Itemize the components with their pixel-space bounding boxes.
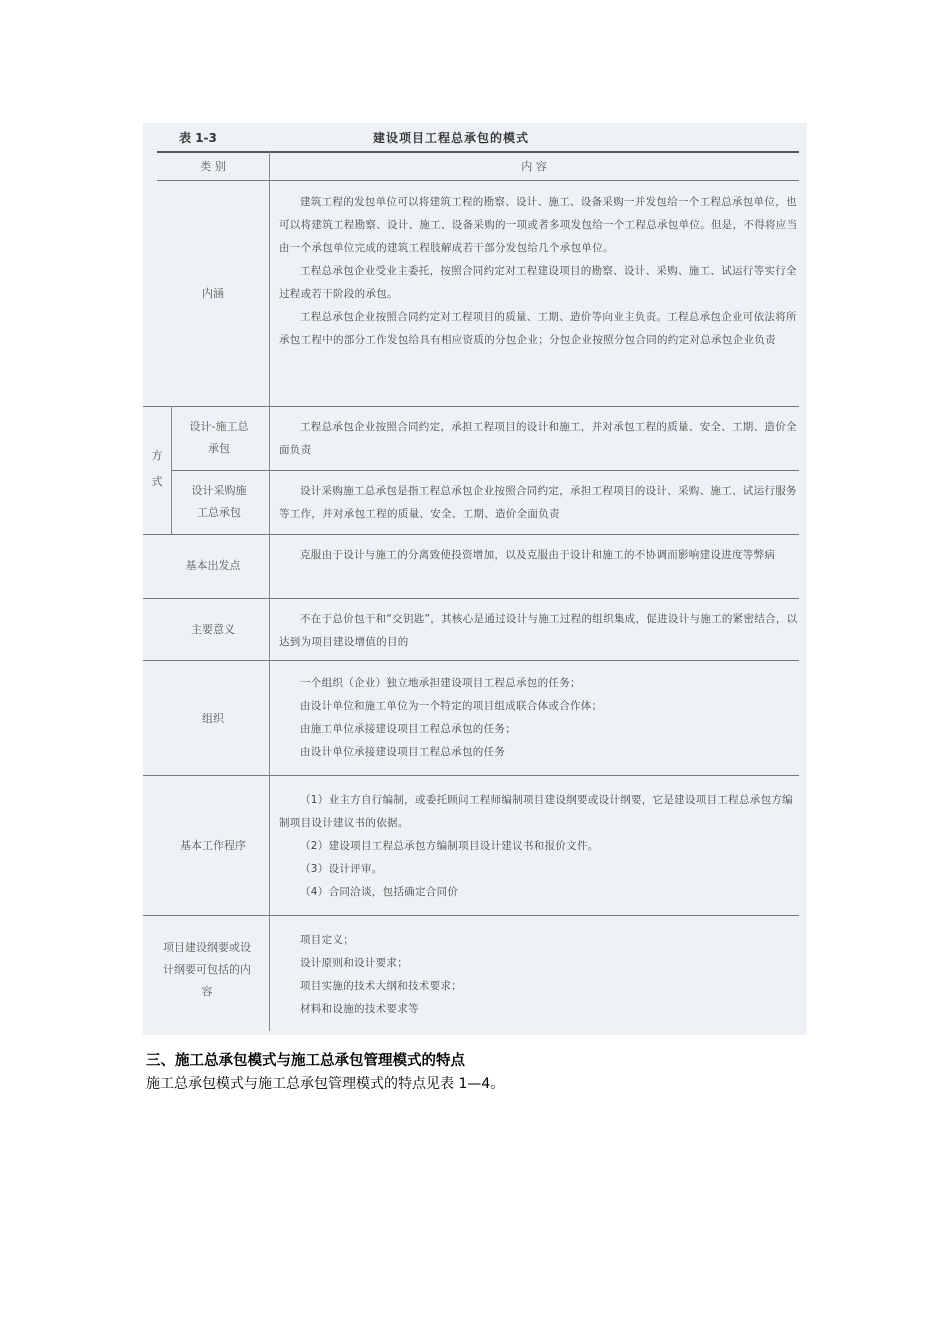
row-content-zuzhi	[279, 672, 799, 764]
row-label-neihan: 内涵	[202, 287, 224, 300]
gangyao-line-4: 材料和设施的技术要求等	[300, 1003, 419, 1015]
neihan-paragraph-3: 工程总承包企业按照合同约定对工程项目的质量、工期、造价等向业主负责。工程总承包企业可依法将所承包工程中的部分工作发包给具有相应资质的分包企业；分包企业按照分包合同的约定对总承包企业负责	[279, 311, 797, 346]
row-rule	[143, 915, 799, 916]
zuzhi-line-2: 由设计单位和施工单位为一个特定的项目组成联合体或合作体；	[300, 700, 603, 712]
column-rule	[171, 406, 172, 534]
row-label-zuzhi: 组织	[202, 712, 224, 725]
row-rule	[143, 598, 799, 599]
table-top-rule	[157, 151, 799, 153]
row-content-neihan	[279, 191, 799, 352]
neihan-paragraph-2: 工程总承包企业受业主委托，按照合同约定对工程建设项目的勘察、设计、采购、施工、试运行等实行全过程或若干阶段的承包。	[279, 265, 797, 300]
column-rule	[269, 151, 270, 1031]
row-label-chengxu: 基本工作程序	[180, 839, 246, 852]
gangyao-line-3: 项目实施的技术大纲和技术要求；	[300, 980, 462, 992]
neihan-paragraph-1: 建筑工程的发包单位可以将建筑工程的勘察、设计、施工、设备采购一并发包给一个工程总承包单位，也可以将建筑工程勘察、设计、施工、设备采购的一项或者多项发包给一个工程总承包单位。但是，不得将应当由一个承包单位完成的建筑工程肢解成若干部分发包给几个承包单位。	[279, 196, 798, 254]
zuzhi-line-3: 由施工单位承接建设项目工程总承包的任务；	[300, 723, 516, 735]
sub-label-epc: 设计采购施工总承包	[191, 484, 247, 519]
epc-text: 设计采购施工总承包是指工程总承包企业按照合同约定，承担工程项目的设计、采购、施工、试运行服务等工作，并对承包工程的质量、安全、工期、造价全面负责	[279, 485, 797, 520]
row-label-yiyi: 主要意义	[191, 623, 235, 636]
sub-content-epc	[279, 480, 799, 526]
chengxu-item-4: （4）合同洽谈，包括确定合同价	[300, 886, 459, 898]
row-label-fangshi: 方式	[151, 449, 163, 488]
gangyao-line-2: 设计原则和设计要求；	[300, 957, 408, 969]
design-build-text: 工程总承包企业按照合同约定，承担工程项目的设计和施工，并对承包工程的质量、安全、工期、造价全面负责	[279, 421, 797, 456]
row-content-yiyi	[279, 608, 799, 654]
row-rule	[143, 660, 799, 661]
row-rule	[143, 406, 799, 407]
section-heading: 三、施工总承包模式与施工总承包管理模式的特点	[146, 1053, 465, 1069]
chufadian-text: 克服由于设计与施工的分离致使投资增加，以及克服由于设计和施工的不协调而影响建设进度等弊病	[300, 549, 776, 561]
scanned-table-image	[143, 123, 807, 1035]
header-rule	[157, 180, 799, 181]
yiyi-text: 不在于总价包干和“交钥匙”，其核心是通过设计与施工过程的组织集成，促进设计与施工的紧密结合，以达到为项目建设增值的目的	[279, 613, 798, 648]
row-rule	[143, 775, 799, 776]
row-content-chufadian	[279, 544, 799, 567]
chengxu-item-1: （1）业主方自行编制，或委托顾问工程师编制项目建设纲要或设计纲要，它是建设项目工程总承包方编制项目设计建议书的依据。	[279, 794, 793, 829]
header-category: 类 别	[200, 160, 226, 173]
sub-content-design-build	[279, 416, 799, 462]
row-rule	[171, 470, 799, 471]
row-label-chufadian: 基本出发点	[185, 559, 241, 572]
zuzhi-line-1: 一个组织（企业）独立地承担建设项目工程总承包的任务；	[300, 677, 581, 689]
section-body-text: 施工总承包模式与施工总承包管理模式的特点见表 1—4。	[146, 1076, 505, 1092]
row-content-gangyao	[279, 929, 799, 1021]
header-content: 内 容	[521, 160, 547, 173]
row-rule	[143, 534, 799, 535]
row-label-gangyao: 项目建设纲要或设计纲要可包括的内容	[163, 941, 251, 998]
table-title: 建设项目工程总承包的模式	[373, 131, 530, 145]
row-content-chengxu	[279, 789, 799, 904]
chengxu-item-2: （2）建设项目工程总承包方编制项目设计建议书和报价文件。	[300, 840, 599, 852]
table-number: 表 1-3	[179, 131, 217, 145]
gangyao-line-1: 项目定义；	[300, 934, 354, 946]
zuzhi-line-4: 由设计单位承接建设项目工程总承包的任务	[300, 746, 506, 758]
chengxu-item-3: （3）设计评审。	[300, 863, 383, 875]
table-caption	[143, 123, 807, 151]
sub-label-design-build: 设计-施工总承包	[189, 420, 249, 455]
